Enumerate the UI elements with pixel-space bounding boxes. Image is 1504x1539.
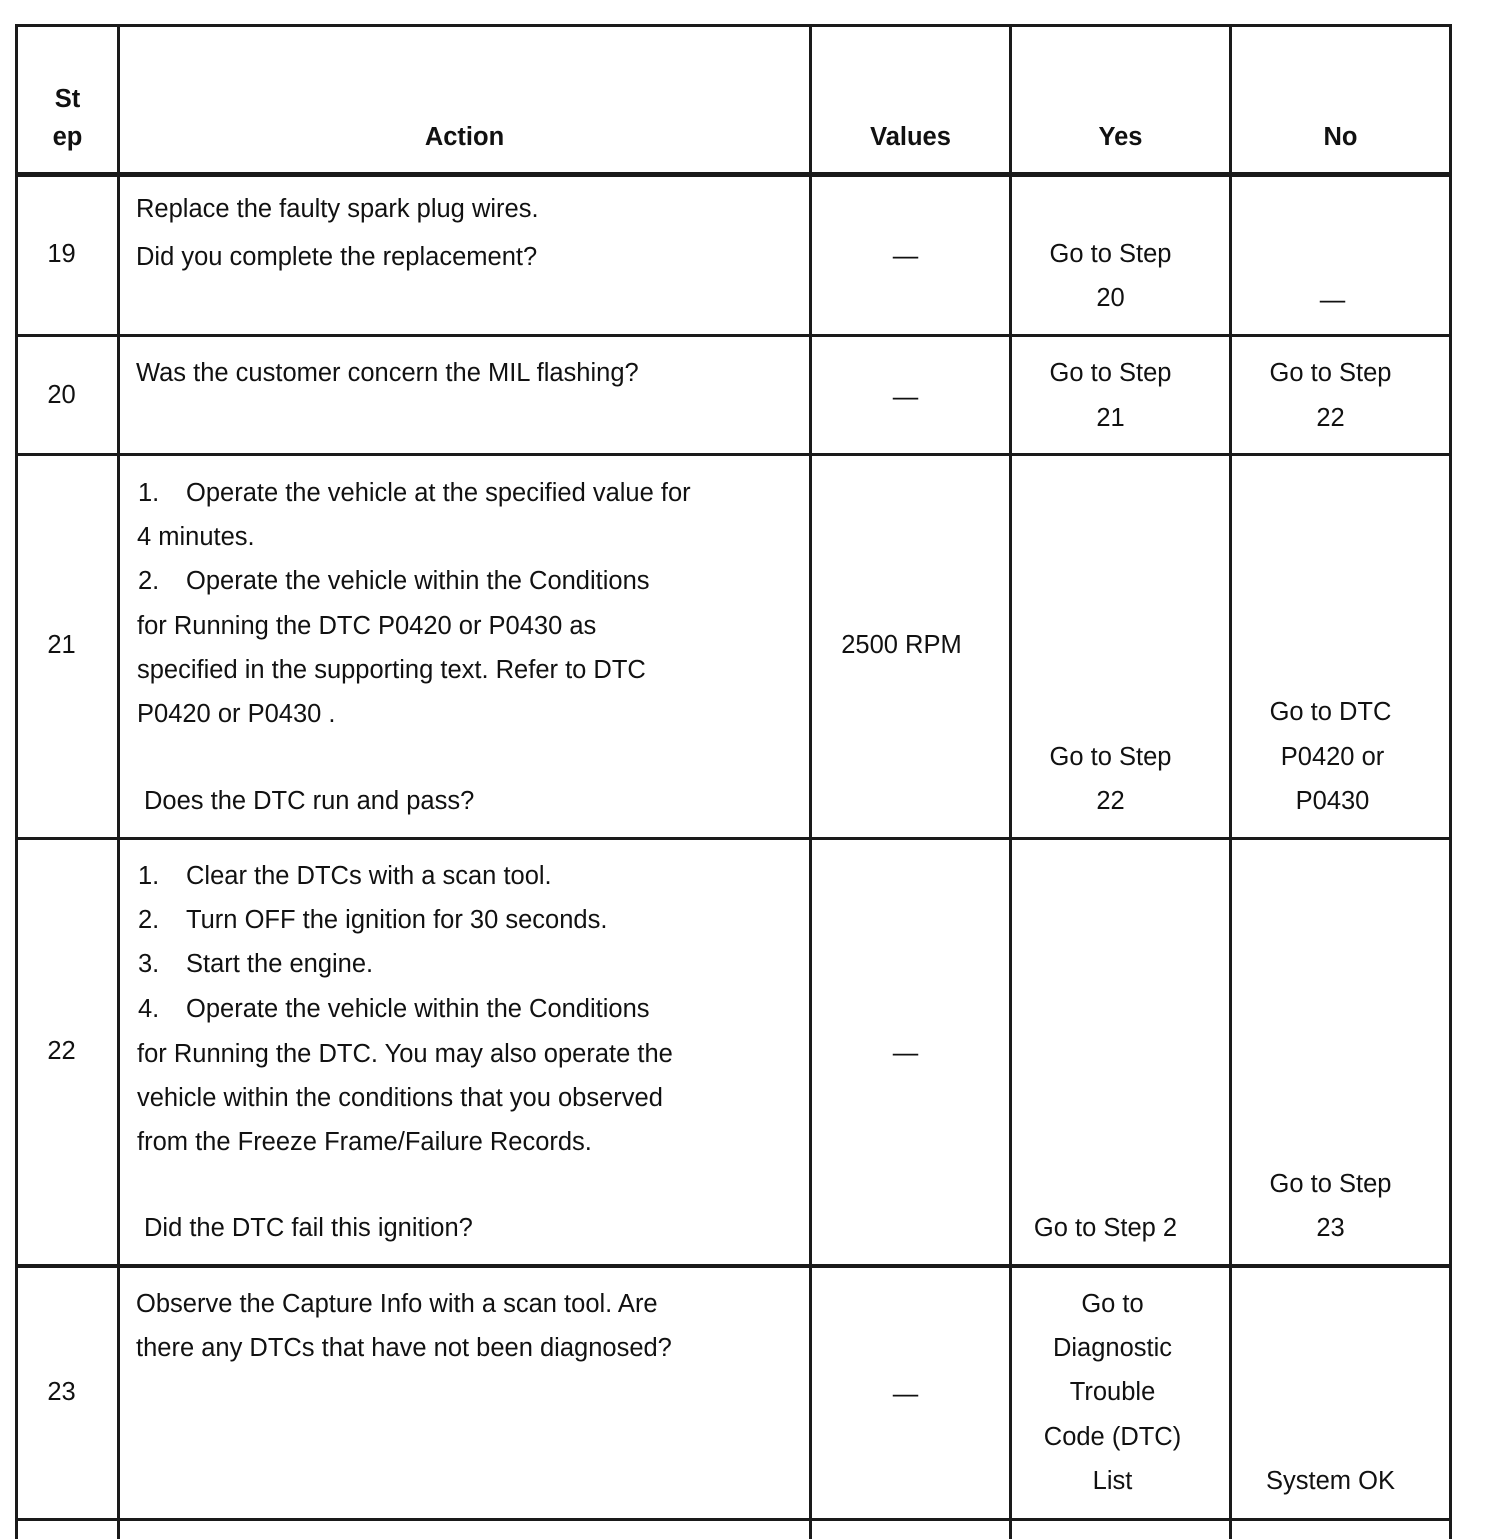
step-number: 23	[47, 1378, 76, 1406]
yes-cell: Trouble	[1069, 1378, 1156, 1406]
action-text: Replace the faulty spark plug wires.	[136, 195, 539, 223]
header-divider	[15, 172, 1452, 177]
no-cell: P0430	[1295, 787, 1370, 815]
yes-cell: Go to	[1081, 1290, 1144, 1318]
no-cell: 22	[1316, 404, 1345, 432]
header-action: Action	[424, 123, 505, 151]
action-list-item	[138, 942, 373, 986]
action-text: for Running the DTC P0420 or P0430 as	[137, 612, 597, 640]
yes-cell: Diagnostic	[1052, 1334, 1173, 1362]
value-cell: —	[892, 383, 919, 411]
yes-cell: 22	[1096, 787, 1125, 815]
step-number: 19	[47, 240, 76, 268]
value-cell: 2500 RPM	[841, 631, 962, 659]
list-number: 4.	[138, 995, 160, 1023]
action-text: P0420 or P0430 .	[137, 700, 336, 728]
header-no: No	[1323, 123, 1358, 151]
yes-cell: Go to Step	[1049, 359, 1172, 387]
table-border-top	[15, 24, 1452, 27]
yes-cell: Go to Step	[1049, 743, 1172, 771]
list-item-text: Turn OFF the ignition for 30 seconds.	[186, 906, 608, 934]
no-cell: Go to Step	[1269, 359, 1392, 387]
yes-cell: 20	[1096, 284, 1125, 312]
action-list-item	[138, 854, 552, 898]
row-divider	[15, 334, 1452, 337]
action-text: vehicle within the conditions that you observed	[137, 1084, 663, 1112]
no-cell: Go to Step	[1269, 1170, 1392, 1198]
no-cell: 23	[1316, 1214, 1345, 1242]
list-number: 1.	[138, 479, 160, 507]
step-number: 21	[47, 631, 76, 659]
list-item-text: Operate the vehicle within the Conditions	[186, 567, 650, 595]
action-list-item	[138, 559, 650, 603]
yes-cell: Go to Step	[1049, 240, 1172, 268]
table-border-right	[1449, 24, 1452, 1539]
list-item-text: Clear the DTCs with a scan tool.	[186, 862, 552, 890]
row-divider	[15, 837, 1452, 840]
header-values: Values	[870, 123, 951, 151]
action-text: Was the customer concern the MIL flashing?	[136, 359, 639, 387]
value-cell: —	[892, 242, 919, 270]
action-text: for Running the DTC. You may also operate the	[137, 1040, 673, 1068]
action-text: Observe the Capture Info with a scan tool. Are	[136, 1290, 658, 1318]
step-number: 22	[47, 1037, 76, 1065]
yes-cell: List	[1092, 1467, 1133, 1495]
action-list-item	[138, 987, 650, 1031]
value-cell: —	[892, 1039, 919, 1067]
action-text: there any DTCs that have not been diagnosed?	[136, 1334, 672, 1362]
list-item-text: Start the engine.	[186, 950, 374, 978]
table-border-bottom	[15, 1518, 1452, 1521]
action-text: specified in the supporting text. Refer to DTC	[137, 656, 646, 684]
action-question: Does the DTC run and pass?	[144, 787, 475, 815]
list-number: 3.	[138, 950, 160, 978]
header-step-line1: St	[54, 85, 81, 113]
header-step-line2: ep	[52, 123, 83, 151]
action-text: 4 minutes.	[137, 523, 255, 551]
no-cell: —	[1319, 286, 1346, 314]
action-text: Did you complete the replacement?	[136, 243, 538, 271]
no-cell: P0420 or	[1280, 743, 1385, 771]
value-cell: —	[892, 1380, 919, 1408]
action-list-item	[138, 898, 607, 942]
row-divider	[15, 453, 1452, 456]
action-list-item	[138, 471, 691, 515]
no-cell: Go to DTC	[1269, 698, 1392, 726]
list-number: 2.	[138, 567, 160, 595]
step-number: 20	[47, 381, 76, 409]
list-item-text: Operate the vehicle within the Conditions	[186, 995, 650, 1023]
list-item-text: Operate the vehicle at the specified value for	[186, 479, 691, 507]
header-yes: Yes	[1098, 123, 1143, 151]
action-question: Did the DTC fail this ignition?	[144, 1214, 473, 1242]
yes-cell: Code (DTC)	[1043, 1423, 1182, 1451]
yes-cell: 21	[1096, 404, 1125, 432]
row-divider	[15, 1264, 1452, 1268]
yes-cell: Go to Step 2	[1033, 1214, 1178, 1242]
no-cell: System OK	[1266, 1467, 1395, 1495]
column-divider	[117, 24, 120, 1539]
action-text: from the Freeze Frame/Failure Records.	[137, 1128, 592, 1156]
list-number: 2.	[138, 906, 160, 934]
list-number: 1.	[138, 862, 160, 890]
